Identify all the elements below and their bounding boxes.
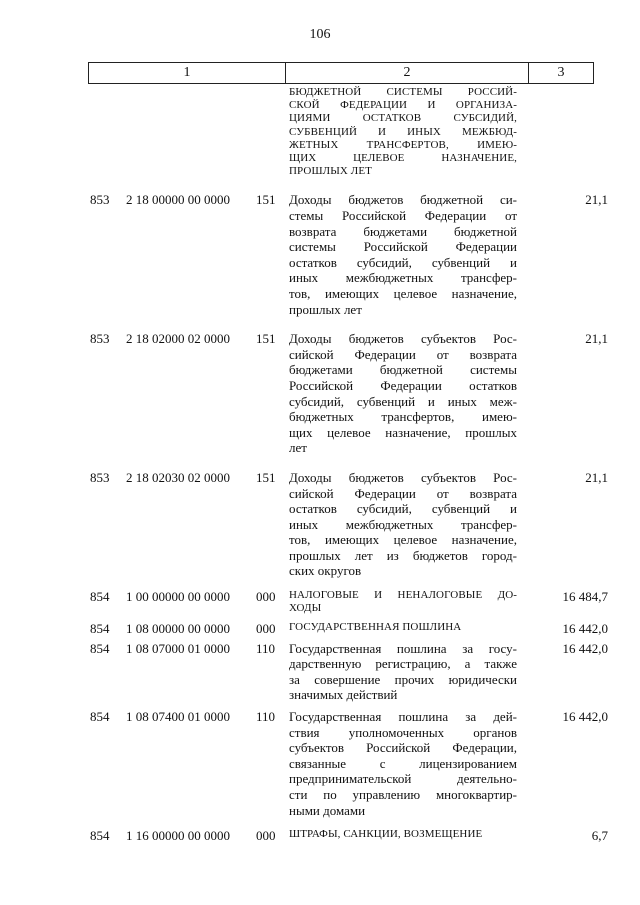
name-line: ЩИХ ЦЕЛЕВОЕ НАЗНАЧЕНИЕ, bbox=[289, 152, 517, 165]
name-line: ских округов bbox=[289, 563, 362, 579]
table-row bbox=[0, 621, 640, 637]
name-line: тов, имеющих целевое назначение, bbox=[289, 532, 517, 548]
amount-value: 16 442,0 bbox=[562, 709, 608, 725]
admin-code: 853 bbox=[90, 469, 110, 485]
revenue-code: 1 16 00000 00 0000 bbox=[126, 828, 230, 844]
revenue-code: 2 18 02000 02 0000 bbox=[126, 331, 230, 347]
admin-code: 854 bbox=[90, 709, 110, 725]
subtype-code: 151 bbox=[256, 192, 276, 208]
name-line: бюджетами бюджетной системы bbox=[289, 362, 517, 378]
subtype-code: 000 bbox=[256, 589, 276, 605]
table-row bbox=[0, 192, 640, 317]
admin-code: 854 bbox=[90, 621, 110, 637]
name-line: предпринимательской деятельно- bbox=[289, 771, 517, 787]
name-line: Доходы бюджетов субъектов Рос- bbox=[289, 331, 517, 347]
subtype-code: 151 bbox=[256, 469, 276, 485]
name-line: Доходы бюджетов бюджетной си- bbox=[289, 192, 517, 208]
name-line: бюджетных трансфертов, имею- bbox=[289, 409, 517, 425]
table-header bbox=[88, 62, 594, 84]
subtype-code: 110 bbox=[256, 709, 276, 725]
name-line: субсидий, субвенций и иных меж- bbox=[289, 393, 517, 409]
name-line: НАЛОГОВЫЕ И НЕНАЛОГОВЫЕ ДО- bbox=[289, 589, 517, 602]
name-line: ШТРАФЫ, САНКЦИИ, ВОЗМЕЩЕНИЕ bbox=[289, 828, 483, 841]
header-col-1: 1 bbox=[89, 63, 286, 83]
amount-value: 16 442,0 bbox=[562, 621, 608, 637]
revenue-code: 1 00 00000 00 0000 bbox=[126, 589, 230, 605]
revenue-name bbox=[289, 331, 517, 456]
name-line: остатков субсидий, субвенций и bbox=[289, 254, 517, 270]
table-row bbox=[0, 86, 640, 178]
name-line: ЖЕТНЫХ ТРАНСФЕРТОВ, ИМЕЮ- bbox=[289, 138, 517, 151]
revenue-name bbox=[289, 192, 517, 317]
page-number: 106 bbox=[309, 27, 331, 42]
name-line: прошлых лет bbox=[289, 301, 362, 317]
name-line: стемы Российской Федерации от bbox=[289, 208, 517, 224]
admin-code: 853 bbox=[90, 192, 110, 208]
name-line: остатков субсидий, субвенций и bbox=[289, 501, 517, 517]
table-row bbox=[0, 828, 640, 844]
name-line: субъектов Российской Федерации, bbox=[289, 740, 517, 756]
name-line: системы Российской Федерации bbox=[289, 239, 517, 255]
name-line: прошлых лет из бюджетов город- bbox=[289, 547, 517, 563]
revenue-code: 1 08 07000 01 0000 bbox=[126, 640, 230, 656]
amount-value: 21,1 bbox=[585, 192, 608, 208]
name-line: ствия уполномоченных органов bbox=[289, 724, 517, 740]
name-line: связанные с лицензированием bbox=[289, 755, 517, 771]
header-col-3: 3 bbox=[557, 65, 565, 80]
revenue-name bbox=[289, 621, 517, 634]
name-line: щих целевое назначение, прошлых bbox=[289, 424, 517, 440]
admin-code: 853 bbox=[90, 331, 110, 347]
amount-value: 6,7 bbox=[591, 828, 608, 844]
subtype-code: 151 bbox=[256, 331, 276, 347]
name-line: иных межбюджетных трансфер- bbox=[289, 270, 517, 286]
name-line: ЦИЯМИ ОСТАТКОВ СУБСИДИЙ, bbox=[289, 112, 517, 125]
table-row bbox=[0, 470, 640, 579]
name-line: возврата бюджетами бюджетной bbox=[289, 223, 517, 239]
admin-code: 854 bbox=[90, 589, 110, 605]
name-line: Государственная пошлина за госу- bbox=[289, 640, 517, 656]
revenue-code: 1 08 00000 00 0000 bbox=[126, 621, 230, 637]
subtype-code: 110 bbox=[256, 640, 276, 656]
amount-value: 21,1 bbox=[585, 469, 608, 485]
table-body bbox=[0, 86, 640, 844]
name-line: Государственная пошлина за дей- bbox=[289, 709, 517, 725]
name-line: сийской Федерации от возврата bbox=[289, 346, 517, 362]
revenue-code: 2 18 00000 00 0000 bbox=[126, 192, 230, 208]
table-row bbox=[0, 589, 640, 615]
name-line: лет bbox=[289, 440, 307, 456]
revenue-code: 1 08 07400 01 0000 bbox=[126, 709, 230, 725]
header-col-2: 2 bbox=[286, 63, 529, 83]
name-line: за совершение прочих юридически bbox=[289, 671, 517, 687]
name-line: дарственную регистрацию, а также bbox=[289, 656, 517, 672]
subtype-code: 000 bbox=[256, 828, 276, 844]
amount-value: 16 442,0 bbox=[562, 640, 608, 656]
amount-value: 21,1 bbox=[585, 331, 608, 347]
name-line: ХОДЫ bbox=[289, 602, 322, 615]
name-line: Доходы бюджетов субъектов Рос- bbox=[289, 469, 517, 485]
name-line: СУБВЕНЦИЙ И ИНЫХ МЕЖБЮД- bbox=[289, 125, 517, 138]
name-line: сийской Федерации от возврата bbox=[289, 485, 517, 501]
revenue-name bbox=[289, 828, 517, 841]
table-row bbox=[0, 641, 640, 703]
name-line: сти по управлению многоквартир- bbox=[289, 787, 517, 803]
subtype-code: 000 bbox=[256, 621, 276, 637]
name-line: тов, имеющих целевое назначение, bbox=[289, 285, 517, 301]
table-row bbox=[0, 331, 640, 456]
revenue-name bbox=[289, 589, 517, 615]
name-line: ПРОШЛЫХ ЛЕТ bbox=[289, 165, 372, 178]
revenue-name bbox=[289, 470, 517, 579]
admin-code: 854 bbox=[90, 828, 110, 844]
name-line: Российской Федерации остатков bbox=[289, 377, 517, 393]
name-line: иных межбюджетных трансфер- bbox=[289, 516, 517, 532]
name-line: ГОСУДАРСТВЕННАЯ ПОШЛИНА bbox=[289, 621, 462, 634]
revenue-code: 2 18 02030 02 0000 bbox=[126, 469, 230, 485]
revenue-name bbox=[289, 641, 517, 703]
name-line: СКОЙ ФЕДЕРАЦИИ И ОРГАНИЗА- bbox=[289, 99, 517, 112]
name-line: БЮДЖЕТНОЙ СИСТЕМЫ РОССИЙ- bbox=[289, 86, 517, 98]
revenue-name bbox=[289, 86, 517, 178]
table-row bbox=[0, 709, 640, 818]
name-line: значимых действий bbox=[289, 687, 398, 703]
amount-value: 16 484,7 bbox=[562, 589, 608, 605]
name-line: ными домами bbox=[289, 802, 366, 818]
revenue-name bbox=[289, 709, 517, 818]
admin-code: 854 bbox=[90, 640, 110, 656]
